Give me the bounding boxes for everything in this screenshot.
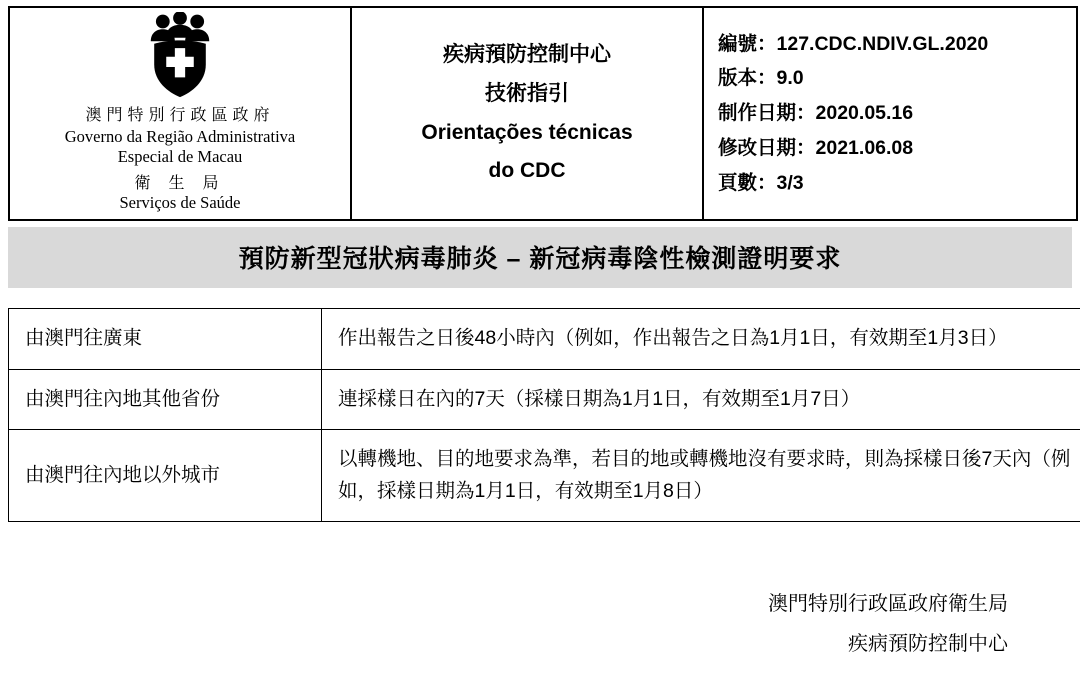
- meta-version-row: [718, 61, 1076, 96]
- row-requirement: 作出報告之日後48小時內（例如，作出報告之日為1月1日，有效期至1月3日）: [322, 309, 1080, 370]
- row-requirement: 連採樣日在內的7天（採樣日期為1月1日，有效期至1月7日）: [322, 369, 1080, 430]
- header-title-cell: [351, 7, 703, 220]
- meta-number-value: 127.CDC.NDIV.GL.2020: [776, 32, 989, 55]
- meta-revised-value: 2021.06.08: [815, 136, 914, 159]
- meta-created-label: 制作日期：: [718, 102, 816, 125]
- title-line-2: 技術指引: [485, 81, 569, 105]
- table-row: [9, 430, 1080, 522]
- logo-block: [10, 8, 350, 219]
- header-logo-cell: [9, 7, 351, 220]
- document-title-block: [352, 26, 702, 201]
- row-destination: 由澳門往廣東: [9, 309, 322, 370]
- meta-number-row: [718, 27, 1076, 62]
- title-line-4: do CDC: [488, 159, 566, 183]
- table-row: [9, 309, 1080, 370]
- title-line-3: Orientações técnicas: [421, 120, 633, 144]
- header-row: [9, 7, 1077, 220]
- document-header-table: [8, 6, 1078, 221]
- meta-version-value: 9.0: [776, 67, 804, 90]
- logo-government-pt-line2: Especial de Macau: [117, 147, 243, 166]
- document-footer: [8, 584, 1072, 664]
- meta-version-label: 版本：: [718, 67, 777, 90]
- table-row: [9, 369, 1080, 430]
- title-line-1: 疾病預防控制中心: [443, 42, 611, 66]
- meta-revised-row: [718, 131, 1076, 166]
- meta-revised-label: 修改日期：: [718, 136, 816, 159]
- logo-government-cn: 澳門特別行政區政府: [85, 107, 275, 124]
- footer-line-1: 澳門特別行政區政府衛生局: [768, 593, 1008, 616]
- meta-pages-value: 3/3: [776, 171, 804, 194]
- header-meta-cell: [703, 7, 1077, 220]
- macau-health-bureau-emblem-icon: [128, 12, 232, 98]
- row-destination: 由澳門往內地其他省份: [9, 369, 322, 430]
- meta-pages-row: [718, 166, 1076, 201]
- logo-bureau-cn: 衛 生 局: [134, 175, 226, 192]
- footer-line-2: 疾病預防控制中心: [848, 633, 1008, 656]
- meta-created-value: 2020.05.16: [815, 102, 914, 125]
- logo-bureau-pt: Serviços de Saúde: [119, 193, 241, 212]
- requirements-table: [8, 308, 1080, 522]
- meta-number-label: 編號：: [718, 32, 777, 55]
- row-requirement: 以轉機地、目的地要求為準，若目的地或轉機地沒有要求時，則為採樣日後7天內（例如，採樣日期為1月1日，有效期至1月8日）: [322, 430, 1080, 522]
- document-banner-title: 預防新型冠狀病毒肺炎 – 新冠病毒陰性檢測證明要求: [8, 227, 1072, 288]
- meta-pages-label: 頁數：: [718, 171, 777, 194]
- row-destination: 由澳門往內地以外城市: [9, 430, 322, 522]
- logo-government-pt-line1: Governo da Região Administrativa: [64, 127, 296, 146]
- meta-created-row: [718, 96, 1076, 131]
- document-meta-block: [704, 19, 1076, 209]
